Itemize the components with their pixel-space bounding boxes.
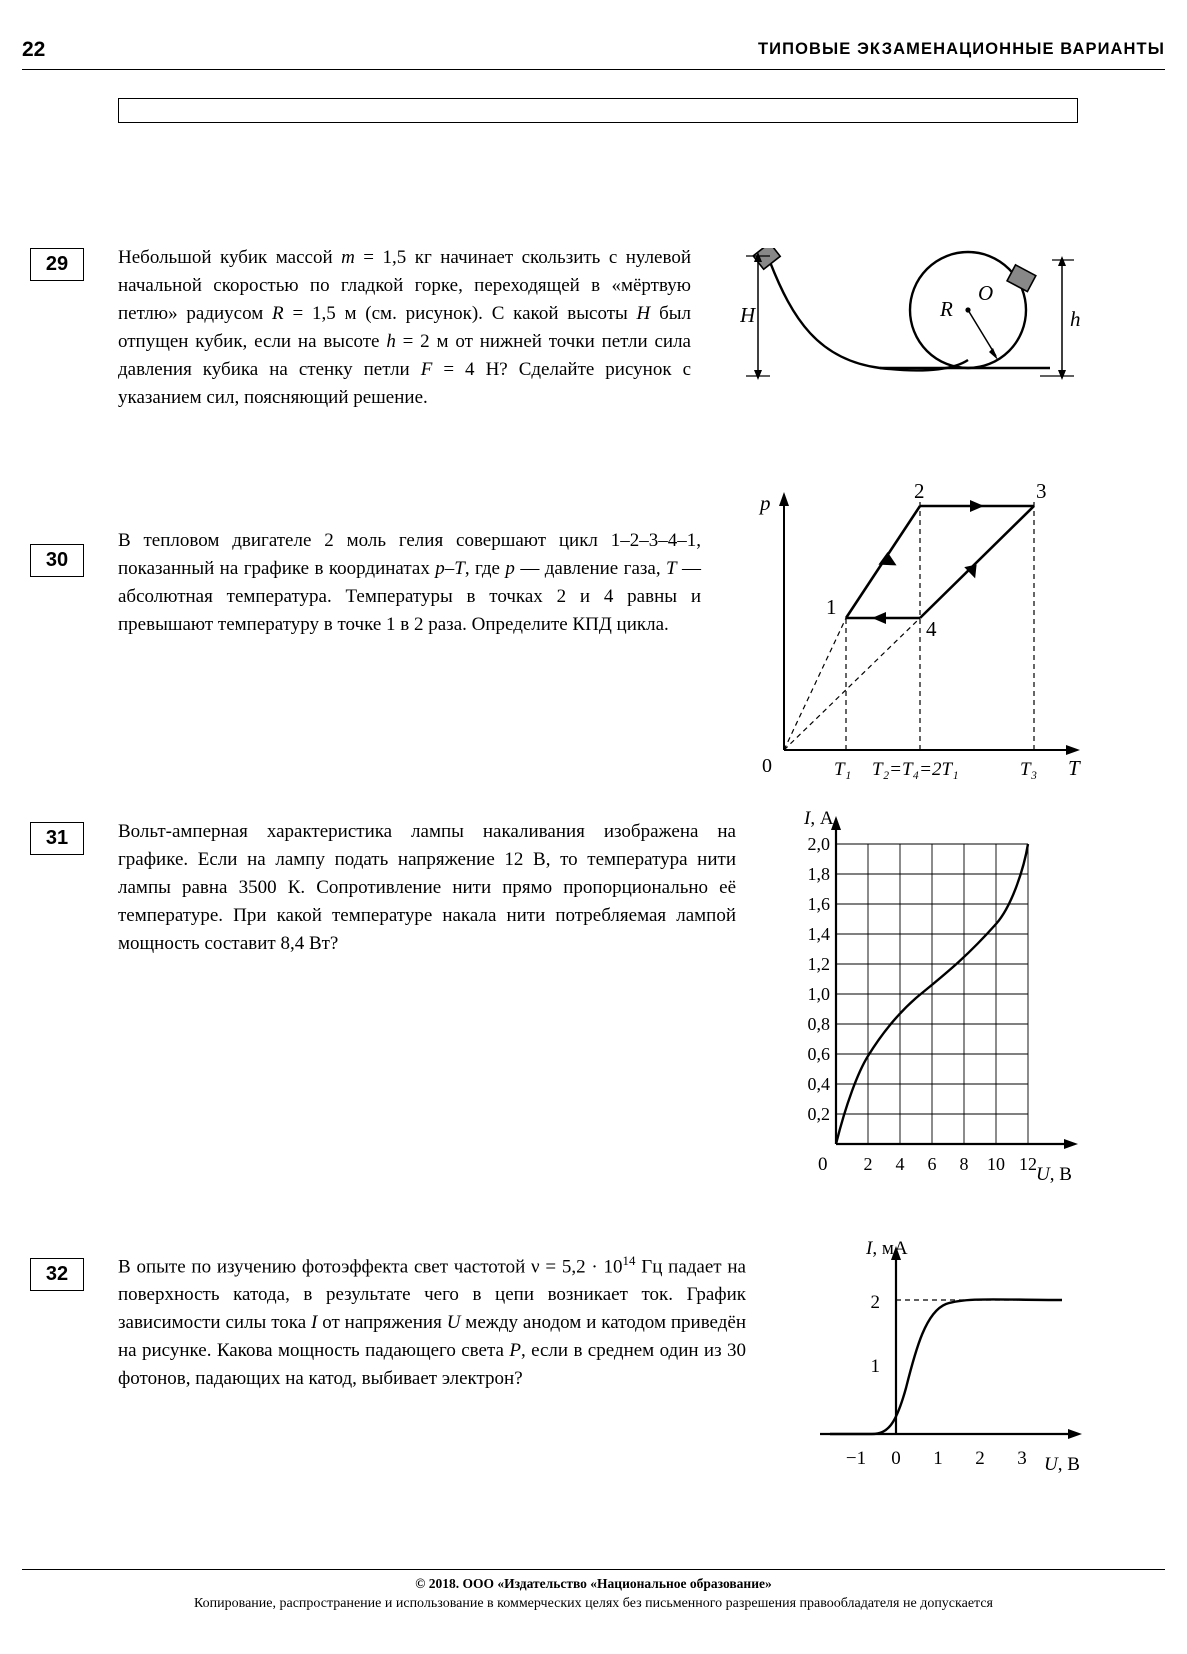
page-number: 22	[22, 38, 46, 61]
xtick-2: 2	[975, 1448, 985, 1469]
ytick-1: 1	[870, 1356, 880, 1377]
figure-lamp-iv	[780, 808, 1100, 1213]
xtick-12: 12	[1019, 1154, 1037, 1174]
figure-loop-the-loop	[740, 248, 1080, 413]
usage-notice: Копирование, распространение и использование в коммерческих целях без письменного разрешения правообладателя не допускается	[194, 1596, 993, 1611]
ytick-1-2: 1,2	[807, 954, 830, 974]
point-label-1: 1	[826, 595, 837, 619]
ytick-0-2: 0,2	[807, 1104, 830, 1124]
ytick-0-4: 0,4	[807, 1074, 830, 1094]
figure-pt-cycle	[748, 480, 1098, 785]
tick-T1: T₁	[834, 759, 852, 780]
ytick-2: 2	[870, 1292, 880, 1313]
xtick-8: 8	[959, 1154, 969, 1174]
xtick-3: 3	[1017, 1448, 1027, 1469]
tick-T2T4: T₂=T₄=2T₁	[872, 759, 959, 780]
task-text-31: Вольт-амперная характеристика лампы накаливания изображена на графике. Если на лампу подать напряжение 12 В, то температура нити лампы равна 3500 К. Сопротивление нити прямо пропорционально её температуре. При какой температуре накала нити потребляемая лампой мощность составит 8,4 Вт?	[118, 821, 736, 954]
task-number-30: 30	[30, 544, 84, 577]
label-O: O	[978, 281, 994, 305]
ytick-2-0: 2,0	[807, 834, 830, 854]
axis-label-I-mA: I, мА	[866, 1238, 908, 1259]
task-number-29: 29	[30, 248, 84, 281]
page-footer	[22, 1569, 1165, 1612]
ytick-0-6: 0,6	[807, 1044, 830, 1064]
ytick-1-0: 1,0	[807, 984, 830, 1004]
ytick-0-8: 0,8	[807, 1014, 830, 1034]
copyright-line: © 2018. ООО «Издательство «Национальное образование»	[415, 1576, 772, 1591]
xtick-10: 10	[987, 1154, 1005, 1174]
figure-photoeffect-iv	[800, 1238, 1110, 1493]
header-divider	[22, 69, 1165, 70]
xtick-6: 6	[927, 1154, 937, 1174]
footer-divider	[22, 1569, 1165, 1570]
tick-T3: T₃	[1020, 759, 1038, 780]
axis-label-I-A: I, А	[804, 808, 834, 829]
axis-label-p: p	[760, 491, 771, 515]
ytick-1-8: 1,8	[807, 864, 830, 884]
page-header	[0, 38, 1187, 72]
axis-label-T: T	[1068, 756, 1080, 780]
task-number-31: 31	[30, 822, 84, 855]
xtick-0: 0	[891, 1448, 901, 1469]
point-label-3: 3	[1036, 480, 1047, 503]
xtick-1: 1	[933, 1448, 943, 1469]
xtick-minus1: −1	[845, 1448, 867, 1469]
label-H: H	[740, 303, 756, 327]
xtick-2: 2	[863, 1154, 873, 1174]
axis-label-U-V: U, В	[1036, 1164, 1072, 1185]
task-text-30: В тепловом двигателе 2 моль гелия совершают цикл 1–2–3–4–1, показанный на графике в координатах p–T, где p — давление газа, T — абсолютная температура. Температуры в точках 2 и 4 равны и превышают температуру в точке 1 в 2 раза. Определите КПД цикла.	[118, 530, 701, 635]
task-text-29: Небольшой кубик массой m = 1,5 кг начинает скользить с нулевой начальной скоростью по гладкой горке, переходящей в «мёртвую петлю» радиусом R = 1,5 м (см. рисунок). С какой высоты H был отпущен кубик, если на высоте h = 2 м от нижней точки петли сила давления кубика на стенку петли F = 4 Н? Сделайте рисунок с указанием сил, поясняющий решение.	[118, 247, 691, 408]
task-text-32: В опыте по изучению фотоэффекта свет частотой $\nu = 5,2 \cdot 10^{14}$ Гц падает на поверхность катода, в результате чего в цепи возникает ток. График зависимости силы тока I от напряжения U между анодом и катодом приведён на рисунке. Какова мощность падающего света P, если в среднем один из 30 фотонов, падающих на катод, выбивает электрон?	[118, 1253, 746, 1390]
axis-label-U-V-2: U, В	[1044, 1454, 1080, 1475]
ytick-1-6: 1,6	[807, 894, 830, 914]
point-label-4: 4	[926, 617, 937, 641]
xtick-4: 4	[895, 1154, 905, 1174]
label-R: R	[940, 297, 953, 321]
origin-label: 0	[762, 755, 772, 777]
origin-label-iv: 0	[818, 1154, 828, 1175]
instruction-box	[118, 98, 1078, 123]
task-number-32: 32	[30, 1258, 84, 1291]
point-label-2: 2	[914, 480, 925, 503]
header-title: ТИПОВЫЕ ЭКЗАМЕНАЦИОННЫЕ ВАРИАНТЫ	[757, 40, 1165, 58]
ytick-1-4: 1,4	[807, 924, 830, 944]
label-h: h	[1070, 307, 1080, 331]
